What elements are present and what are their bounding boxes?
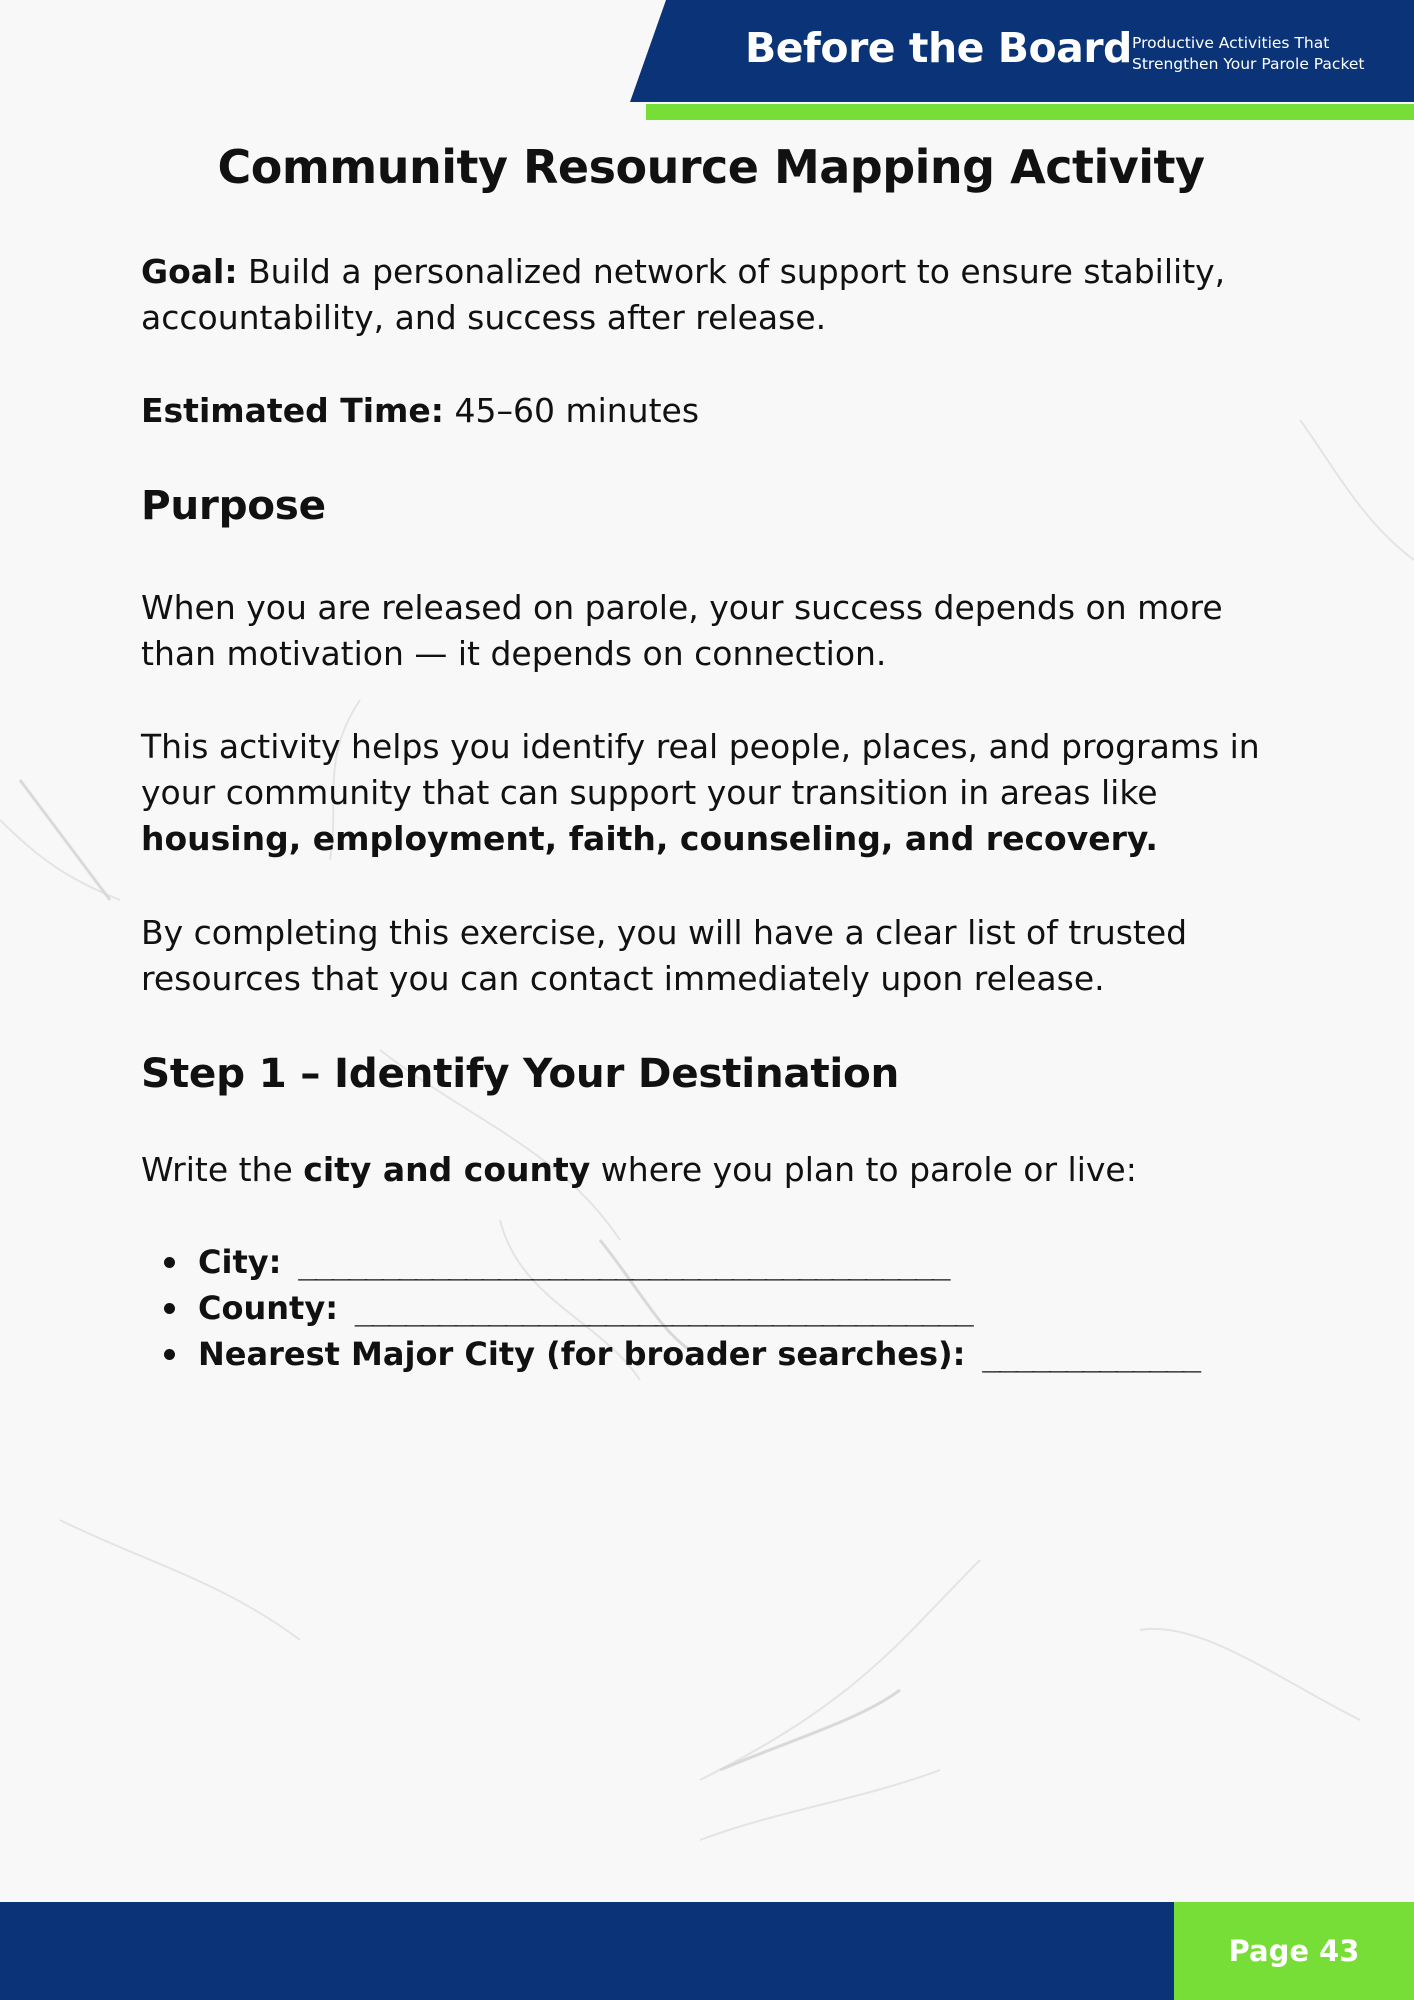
- estimated-time-value: 45–60 minutes: [443, 391, 700, 430]
- goal-label: Goal:: [141, 252, 238, 291]
- county-field-label: County:: [198, 1289, 338, 1327]
- purpose-paragraph-2-text: This activity helps you identify real people, places, and programs in your community that can support your transition in areas like: [141, 727, 1260, 812]
- page-number: Page 43: [1228, 1934, 1360, 1968]
- purpose-paragraph-1: When you are released on parole, your success depends on more than motivation — it depends on connection.: [141, 588, 1223, 673]
- bullet-icon: [164, 1257, 175, 1268]
- city-field-label: City:: [198, 1243, 282, 1281]
- purpose-paragraph-2: [141, 724, 1281, 862]
- page-number-box: [1174, 1902, 1414, 2000]
- header-accent-stripe: [646, 104, 1414, 120]
- county-field[interactable]: [141, 1285, 1199, 1331]
- nearest-major-city-field[interactable]: [141, 1331, 1199, 1377]
- nearest-major-city-field-label: Nearest Major City (for broader searches):: [198, 1335, 966, 1373]
- header-subtitle-line1: Productive Activities That: [1132, 34, 1330, 52]
- step1-intro-bold: city and county: [303, 1150, 591, 1189]
- header-subtitle-line2: Strengthen Your Parole Packet: [1132, 55, 1365, 73]
- bullet-icon: [164, 1303, 175, 1314]
- nearest-major-city-field-blank[interactable]: _____________: [965, 1335, 1199, 1373]
- county-field-blank[interactable]: _____________________________________: [337, 1289, 972, 1327]
- city-field[interactable]: [141, 1239, 1199, 1285]
- footer-bar: [0, 1902, 1174, 2000]
- step1-intro-after: where you plan to parole or live:: [590, 1150, 1137, 1189]
- step1-heading: Step 1 – Identify Your Destination: [141, 1049, 900, 1097]
- estimated-time-label: Estimated Time:: [141, 391, 444, 430]
- page-title: Community Resource Mapping Activity: [217, 140, 1205, 194]
- bullet-icon: [164, 1349, 175, 1360]
- header-subtitle: [1132, 33, 1365, 75]
- header-title: Before the Board: [745, 24, 1132, 72]
- purpose-paragraph-3: By completing this exercise, you will have a clear list of trusted resources that you can contact immediately upon release.: [141, 913, 1188, 998]
- destination-field-list: [141, 1239, 1199, 1377]
- goal-paragraph: [141, 249, 1281, 341]
- step1-intro: [141, 1147, 1281, 1193]
- goal-text: Build a personalized network of support to ensure stability, accountability, and success after release.: [141, 252, 1226, 337]
- purpose-heading: Purpose: [141, 481, 326, 529]
- step1-intro-before: Write the: [141, 1150, 304, 1189]
- estimated-time-paragraph: [141, 388, 1281, 434]
- purpose-paragraph-2-bold: housing, employment, faith, counseling, and recovery.: [141, 819, 1158, 858]
- city-field-blank[interactable]: _______________________________________: [281, 1243, 949, 1281]
